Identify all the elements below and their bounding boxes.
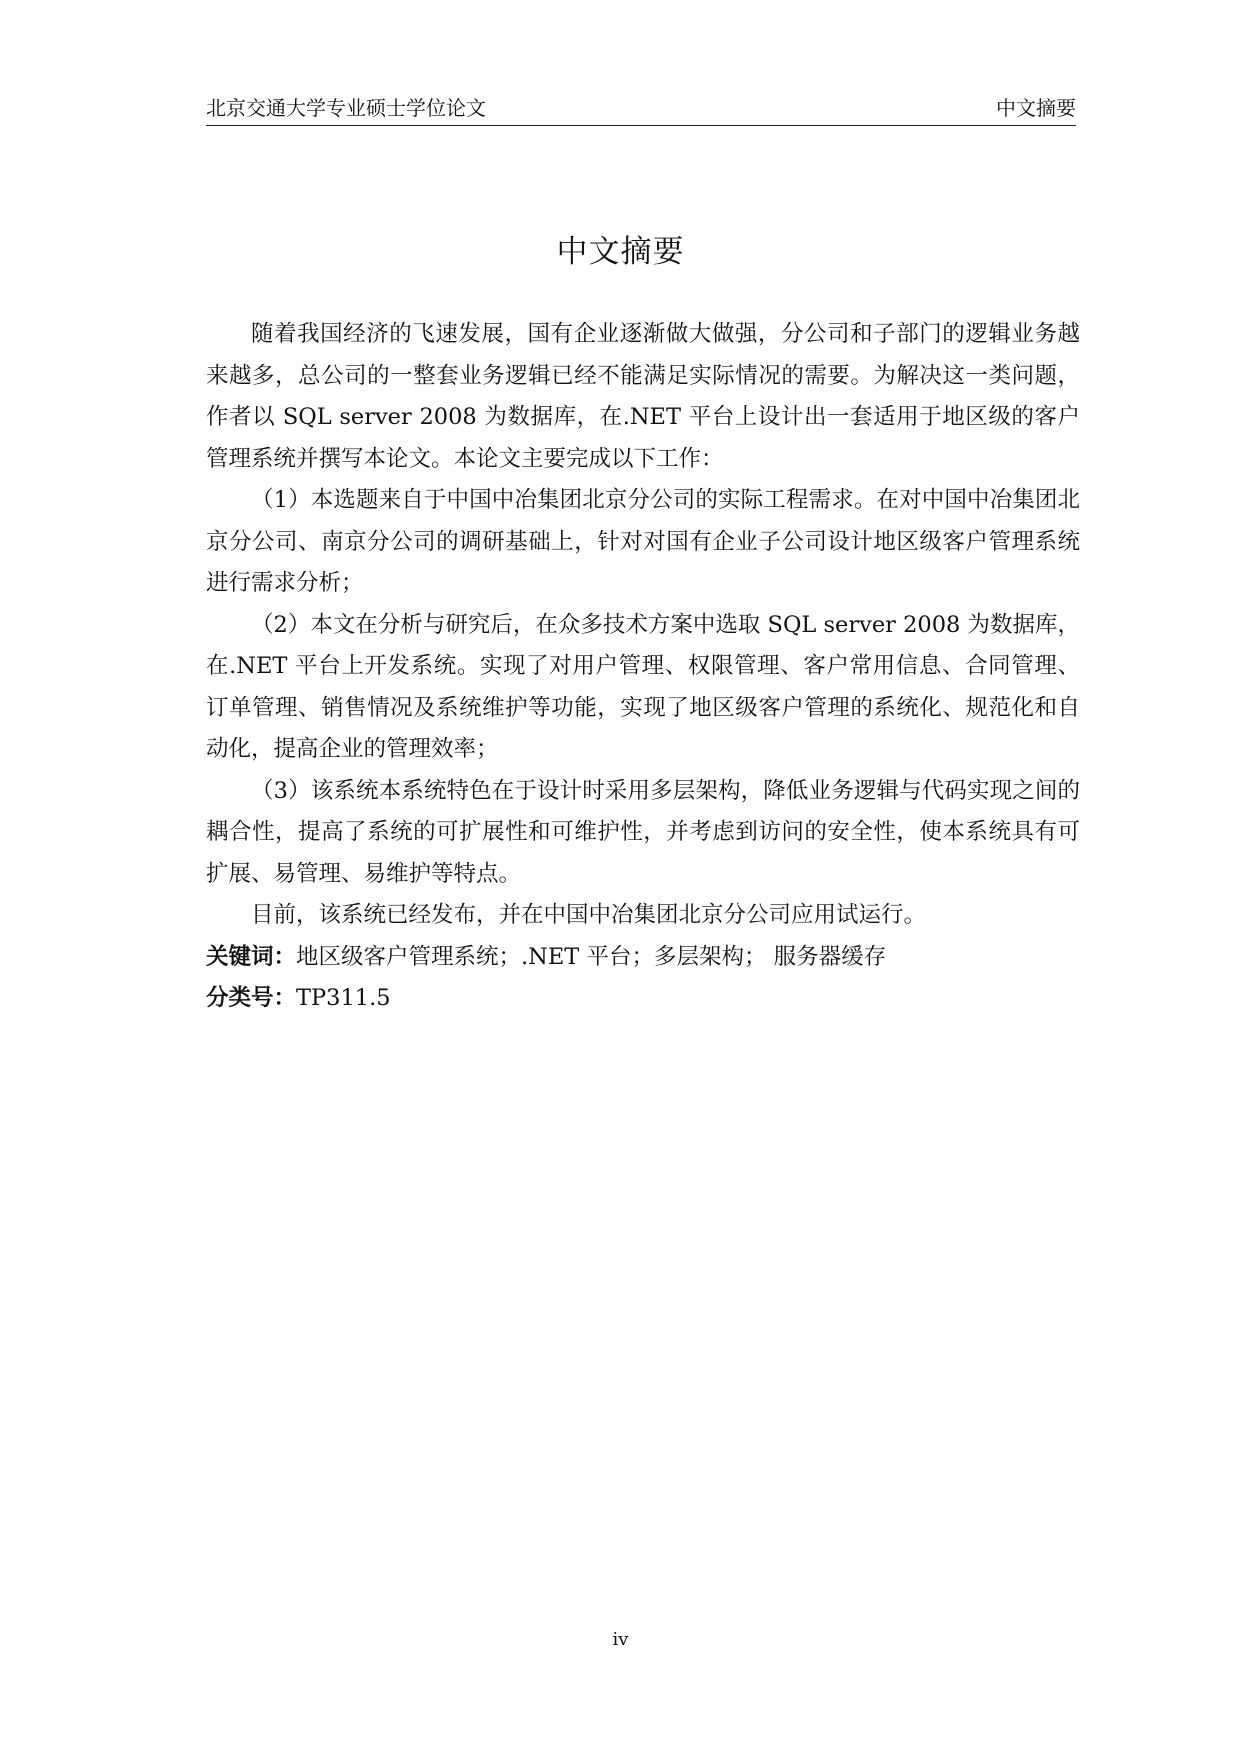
classification-value: TP311.5 xyxy=(296,985,391,1011)
header-section-title: 中文摘要 xyxy=(996,96,1076,120)
classification-label: 分类号： xyxy=(206,985,297,1011)
keywords-value: 地区级客户管理系统；.NET 平台；多层架构； 服务器缓存 xyxy=(296,943,887,970)
abstract-paragraph: （1）本选题来自于中国中冶集团北京分公司的实际工程需求。在对中国中冶集团北京分公司、南京分公司的调研基础上，针对对国有企业子公司设计地区级客户管理系统进行需求分析； xyxy=(206,487,1080,596)
keywords-label: 关键词： xyxy=(206,943,297,970)
running-header xyxy=(206,94,1076,126)
header-thesis-title: 北京交通大学专业硕士学位论文 xyxy=(206,96,486,120)
abstract-paragraph: 目前，该系统已经发布，并在中国中冶集团北京分公司应用试运行。 xyxy=(251,902,927,928)
page-number: iv xyxy=(612,1629,629,1650)
classification-line xyxy=(206,978,1080,1020)
abstract-body xyxy=(206,314,1080,1020)
abstract-paragraph: （3）该系统本系统特色在于设计时采用多层架构，降低业务逻辑与代码实现之间的耦合性，提高了系统的可扩展性和可维护性，并考虑到访问的安全性，使本系统具有可扩展、易管理、易维护等特点。 xyxy=(206,777,1080,887)
abstract-paragraph: （2）本文在分析与研究后，在众多技术方案中选取 SQL server 2008 为数据库，在.NET 平台上开发系统。实现了对用户管理、权限管理、客户常用信息、合同管理、订单管理、销售情况及系统维护等功能，实现了地区级客户管理的系统化、规范化和自动化，提高企业的管理效率； xyxy=(206,611,1080,762)
abstract-paragraph: 随着我国经济的飞速发展，国有企业逐渐做大做强，分公司和子部门的逻辑业务越来越多，总公司的一整套业务逻辑已经不能满足实际情况的需要。为解决这一类问题，作者以 SQL server 2008 为数据库，在.NET 平台上设计出一套适用于地区级的客户管理系统并撰写本论文。本论文主要完成以下工作： xyxy=(206,321,1080,472)
page-title: 中文摘要 xyxy=(556,234,685,270)
keywords-line xyxy=(206,937,1080,979)
